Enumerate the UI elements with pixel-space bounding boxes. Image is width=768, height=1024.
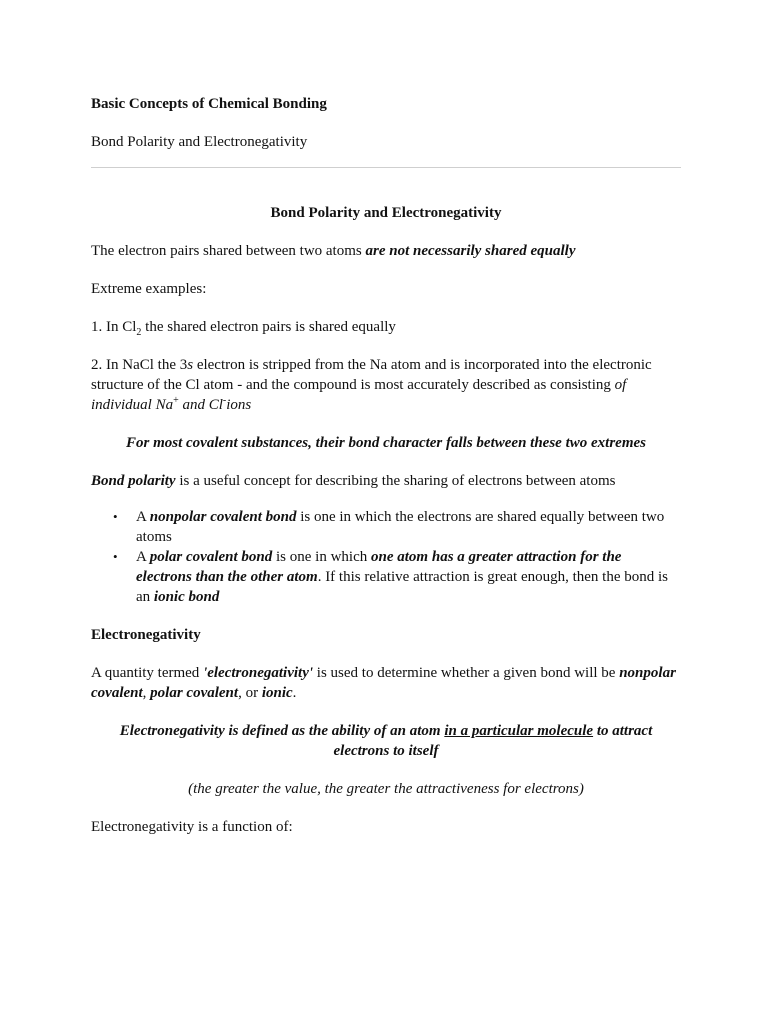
electronegativity-paragraph: A quantity termed 'electronegativity' is used to determine whether a given bond will be nonpolar covalent, polar covalent, or ionic.: [91, 665, 676, 701]
bond-polarity-paragraph: Bond polarity is a useful concept for describing the sharing of electrons between atoms: [91, 473, 616, 489]
horizontal-divider: [91, 167, 681, 168]
section-title: Bond Polarity and Electronegativity: [270, 205, 502, 221]
electronegativity-note: (the greater the value, the greater the attractiveness for electrons): [188, 781, 584, 797]
extremes-note: For most covalent substances, their bond character falls between these two extremes: [126, 435, 646, 451]
document-subtitle: Bond Polarity and Electronegativity: [91, 134, 308, 150]
bullet-icon: •: [113, 549, 118, 564]
example-2: 2. In NaCl the 3s electron is stripped from the Na atom and is incorporated into the electronic structure of the Cl atom - and the compound is most accurately described as consisting of individual Na+ and Cl-ions: [91, 357, 652, 413]
intro-paragraph: [91, 241, 681, 261]
list-item: • A nonpolar covalent bond is one in which the electrons are shared equally between two atoms: [113, 509, 665, 545]
document-title: Basic Concepts of Chemical Bonding: [91, 96, 327, 112]
examples-label: Extreme examples:: [91, 281, 207, 297]
electronegativity-heading: Electronegativity: [91, 627, 201, 643]
intro-text: The electron pairs shared between two atoms: [91, 243, 366, 259]
bullet-icon: •: [113, 509, 118, 524]
bond-types-list: [91, 507, 681, 607]
bond-polarity-term: Bond polarity: [91, 473, 176, 489]
document-body: [91, 94, 681, 855]
example-1: 1. In $Cl_2$ the shared electron pairs is shared equally: [91, 319, 396, 338]
electronegativity-definition: Electronegativity is defined as the ability of an atom in a particular molecule to attract electrons to itself: [119, 723, 653, 759]
intro-emphasis: are not necessarily shared equally: [365, 243, 576, 259]
function-of-line: Electronegativity is a function of:: [91, 819, 293, 835]
list-item: • A polar covalent bond is one in which one atom has a greater attraction for the electrons than the other atom. If this relative attraction is great enough, then the bond is an ionic bond: [113, 549, 669, 605]
